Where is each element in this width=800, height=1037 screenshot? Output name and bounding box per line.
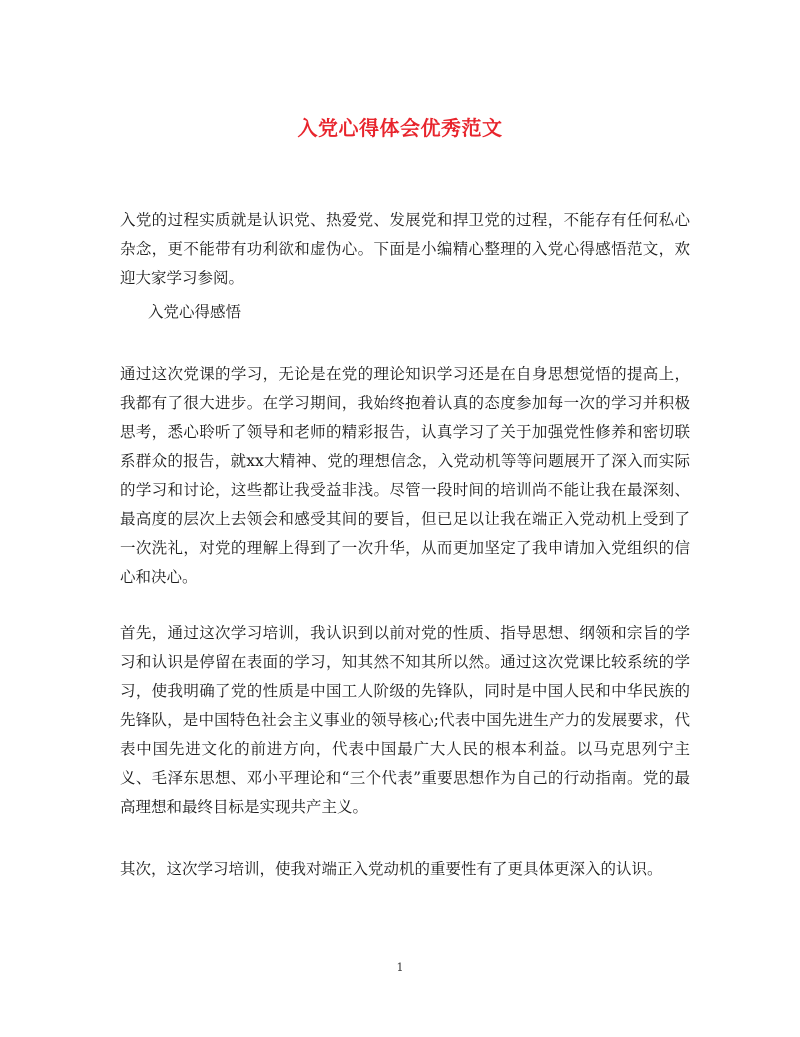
paragraph-text: 其次，这次学习培训，使我对端正入党动机的重要性有了更具体更深入的认识。 <box>120 860 663 878</box>
body-paragraph <box>120 855 690 884</box>
paragraph-text: 首先，通过这次学习培训，我认识到以前对党的性质、指导思想、纲领和宗旨的学习和认识是停留在表面的学习，知其然不知其所以然。通过这次党课比较系统的学习，使我明确了党的性质是中国工人阶级的先锋队，同时是中国人民和中华民族的先锋队，是中国特色社会主义事业的领导核心;代表中国先进生产力的发展要求，代表中国先进文化的前进方向，代表中国最广大人民的根本利益。以马克思列宁主义、毛泽东思想、邓小平理论和“三个代表”重要思想作为自己的行动指南。党的最高理想和最终目标是实现共产主义。 <box>120 624 690 816</box>
body-paragraph <box>120 360 690 592</box>
intro-paragraph <box>120 206 690 293</box>
paragraph-text: 入党的过程实质就是认识党、热爱党、发展党和捍卫党的过程，不能存有任何私心杂念，更不能带有功利欲和虚伪心。下面是小编精心整理的入党心得感悟范文，欢迎大家学习参阅。 <box>120 211 690 287</box>
section-heading-text: 入党心得感悟 <box>148 303 242 321</box>
section-heading <box>148 298 718 327</box>
page-number: 1 <box>396 961 404 974</box>
body-paragraph <box>120 619 690 822</box>
document-title: 入党心得体会优秀范文 <box>297 116 503 140</box>
paragraph-text: 通过这次党课的学习，无论是在党的理论知识学习还是在自身思想觉悟的提高上，我都有了很大进步。在学习期间，我始终抱着认真的态度参加每一次的学习并积极思考，悉心聆听了领导和老师的精彩报告，认真学习了关于加强党性修养和密切联系群众的报告，就xx大精神、党的理想信念，入党动机等等问题展开了深入而实际的学习和讨论，这些都让我受益非浅。尽管一段时间的培训尚不能让我在最深刻、最高度的层次上去领会和感受其间的要旨，但已足以让我在端正入党动机上受到了一次洗礼，对党的理解上得到了一次升华，从而更加坚定了我申请加入党组织的信心和决心。 <box>120 365 690 586</box>
